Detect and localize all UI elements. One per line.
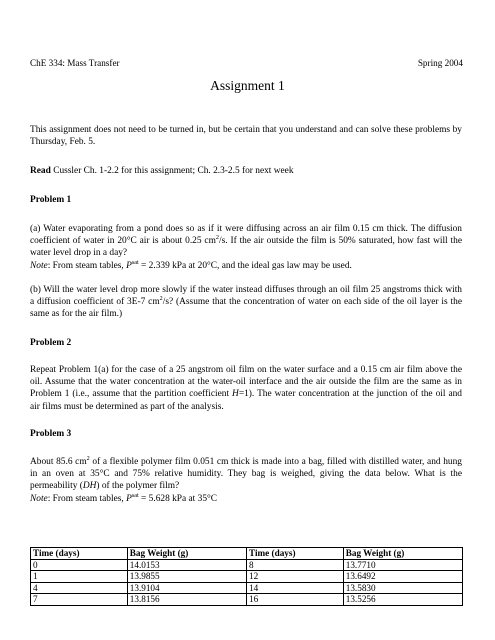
- table-cell: 4: [31, 582, 128, 594]
- table-cell: 16: [246, 594, 343, 606]
- column-header: Bag Weight (g): [127, 548, 246, 560]
- term: Spring 2004: [417, 58, 463, 68]
- table-row: [31, 582, 463, 594]
- problem-1b-text: (b) Will the water level drop more slowly if the water instead diffuses through an oil film 25 angstroms thick with a diffusion coefficient of 3E-7 $cm^2/s$? (Assume that the concentration of water on each side of the oil layer is the same as for the air film.): [30, 285, 462, 320]
- table-cell: 13.5256: [343, 594, 462, 606]
- bag-weight-table: [30, 547, 463, 606]
- column-header: Time (days): [31, 548, 128, 560]
- problem-1-note: Note: From steam tables, $P^{sat} = 2.339$ kPa at 20°C, and the ideal gas law may be used.: [30, 258, 352, 271]
- table-cell: 0: [31, 559, 128, 571]
- column-header: Bag Weight (g): [343, 548, 462, 560]
- table-cell: 13.9104: [127, 582, 246, 594]
- reading-assignment: [30, 165, 462, 177]
- column-header: Time (days): [246, 548, 343, 560]
- table-cell: 13.9855: [127, 571, 246, 583]
- page-title: Assignment 1: [210, 78, 285, 93]
- table-cell: 7: [31, 594, 128, 606]
- table-cell: 1: [31, 571, 128, 583]
- table-cell: 12: [246, 571, 343, 583]
- table-row: [31, 594, 463, 606]
- table-cell: 13.7710: [343, 559, 462, 571]
- problem-3-note: Note: From steam tables, $P^{sat} = 5.628$ kPa at 35°C: [30, 491, 218, 504]
- read-label: Read: [30, 166, 51, 176]
- problem-2-heading: Problem 2: [30, 338, 72, 348]
- table-row: [31, 571, 463, 583]
- intro-paragraph: This assignment does not need to be turned in, but be certain that you understand and can solve these problems by Thursday, Feb. 5.: [30, 125, 462, 148]
- table-cell: 13.6492: [343, 571, 462, 583]
- table-cell: 14: [246, 582, 343, 594]
- problem-1a-text: (a) Water evaporating from a pond does so as if it were diffusing across an air film 0.15 cm thick. The diffusion coefficient of water in 20°C air is about 0.25 $cm^2/s$. If the air outside the film is 50% saturated, how fast will the water level drop in a day? Note: From steam tables, $P^{sat} = 2.339$ kPa at 20°C, and the ideal gas law may be used.: [30, 224, 462, 271]
- table-cell: 14.0153: [127, 559, 246, 571]
- problem-3-heading: Problem 3: [30, 429, 72, 439]
- problem-3-text: About 85.6 $cm^2$ of a flexible polymer film 0.051 cm thick is made into a bag, filled with distilled water, and hung in an oven at 35°C and 75% relative humidity. They bag is weighed, giving the data below. What is the permeability (DH) of the polymer film? Note: From steam tables, $P^{sat} = 5.628$ kPa at 35°C: [30, 454, 462, 504]
- table-cell: 13.8156: [127, 594, 246, 606]
- course-name: ChE 334: Mass Transfer: [30, 58, 120, 68]
- problem-2-text: Repeat Problem 1(a) for the case of a 25 angstrom oil film on the water surface and a 0.15 cm air film above the oil. Assume that the water concentration at the water-oil interface and the air outside the film are the same as in Problem 1 (i.e., assume that the partition coefficient H=1). The water concentration at the junction of the oil and air films must be determined as part of the analysis.: [30, 365, 462, 412]
- table-row: [31, 559, 463, 571]
- read-text: Cussler Ch. 1-2.2 for this assignment; Ch. 2.3-2.5 for next week: [50, 166, 294, 176]
- table-header-row: [31, 548, 463, 560]
- table-cell: 8: [246, 559, 343, 571]
- problem-1-heading: Problem 1: [30, 195, 72, 205]
- table-cell: 13.5830: [343, 582, 462, 594]
